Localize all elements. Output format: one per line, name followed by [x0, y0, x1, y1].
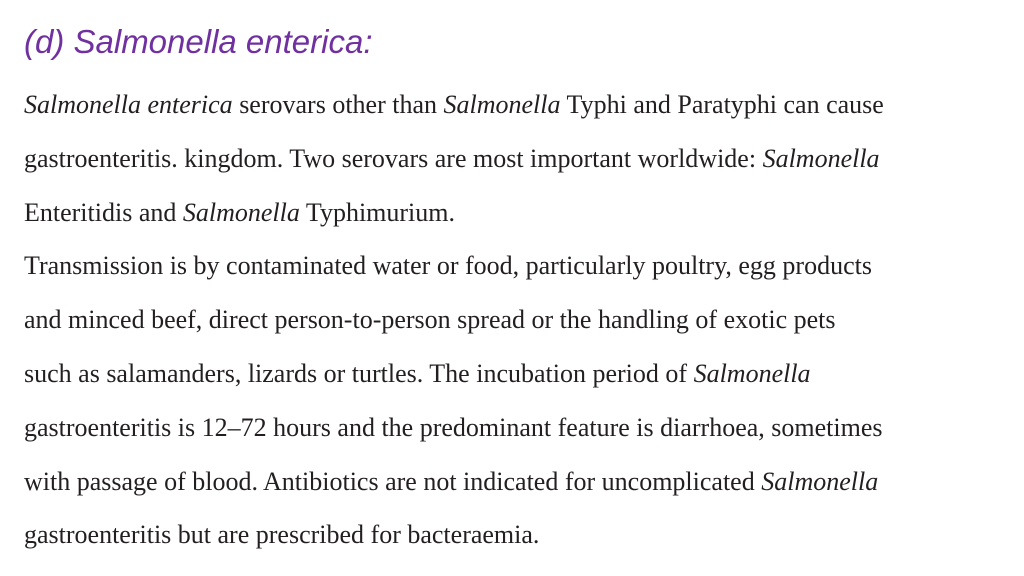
text-segment: Salmonella [761, 466, 879, 496]
text-segment: Typhi and Paratyphi can cause [560, 90, 884, 119]
text-segment: Enteritidis and [24, 197, 183, 227]
text-line [24, 347, 1016, 401]
text-segment: gastroenteritis. kingdom. Two serovars are most important worldwide: [24, 143, 763, 173]
text-segment: gastroenteritis is 12–72 hours and the predominant feature is diarrhoea, sometimes [24, 412, 883, 442]
text-segment: serovars other than [232, 90, 444, 119]
text-line [24, 293, 1016, 347]
text-segment: Salmonella [443, 90, 561, 119]
text-segment: Salmonella [182, 197, 300, 227]
text-line [24, 508, 1016, 562]
text-segment: and minced beef, direct person-to-person spread or the handling of exotic pets [24, 305, 836, 335]
text-line [24, 132, 1016, 186]
text-segment: such as salamanders, lizards or turtles. The incubation period of [24, 358, 694, 388]
text-segment: with passage of blood. Antibiotics are not indicated for uncomplicated [24, 466, 762, 496]
text-line [24, 401, 1016, 455]
text-line [24, 455, 1016, 509]
text-line [24, 186, 1016, 240]
text-segment: Salmonella [762, 143, 880, 173]
text-segment: Salmonella [693, 358, 811, 388]
body-text [24, 78, 1016, 562]
text-segment: Salmonella enterica [24, 90, 233, 119]
text-segment: Transmission is by contaminated water or food, particularly poultry, egg products [24, 251, 872, 281]
text-line [24, 239, 1016, 293]
text-segment: gastroenteritis but are prescribed for bacteraemia. [24, 520, 540, 550]
text-segment: Typhimurium. [299, 197, 456, 227]
slide-title: (d) Salmonella enterica: [24, 23, 373, 60]
text-line [24, 78, 1016, 132]
